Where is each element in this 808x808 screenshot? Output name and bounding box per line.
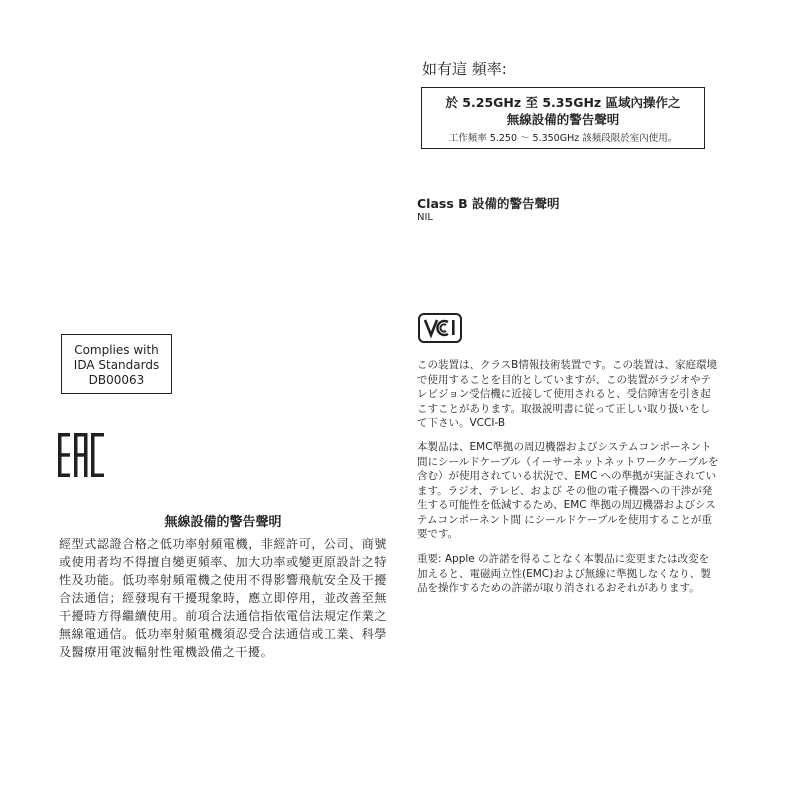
emc-statement: 本製品は、EMC準拠の周辺機器およびシステムコンポーネント間にシールドケーブル（イーサーネットネットワークケーブルを含む）が使用されている状況で、EMC への準拠が実証されています。ラジオ、テレビ、および その他の電子機器への干渉が発生する可能性を低減するため、EMC 準拠の周辺機器およびシステムコンポーネント間 にシールドケーブルを使用することが重要です。	[417, 441, 719, 540]
frequency-box-line3: 工作頻率 5.250 ～ 5.350GHz 該頻段限於室內使用。	[448, 133, 678, 144]
important-notice: 重要: Apple の許諾を得ることなく本製品に変更または改変を加えると、電磁両立性(EMC)および無線に準拠しなくなり、製品を操作するための許諾が取り消されるおそれがあります。	[417, 553, 711, 594]
class-b-value: NIL	[417, 212, 434, 223]
frequency-heading: 如有這 頻率:	[422, 60, 507, 78]
frequency-warning-box	[421, 87, 705, 149]
taiwan-wireless-heading: 無線設備的警告聲明	[164, 515, 282, 530]
vcci-logo-icon	[418, 313, 462, 343]
frequency-box-line1: 於 5.25GHz 至 5.35GHz 區域內操作之	[445, 95, 681, 110]
frequency-box-line2: 無線設備的警告聲明	[506, 112, 620, 127]
ida-line2: IDA Standards	[73, 358, 160, 372]
ida-compliance-box	[61, 334, 172, 394]
ida-line1: Complies with	[74, 343, 159, 357]
class-b-heading: Class B 設備的警告聲明	[417, 196, 560, 211]
eac-logo-icon	[58, 433, 104, 477]
ida-line3: DB00063	[88, 373, 145, 387]
taiwan-wireless-statement: 經型式認證合格之低功率射頻電機，非經許可，公司、商號或使用者均不得擅自變更頻率、加大功率或變更原設計之特性及功能。低功率射頻電機之使用不得影響飛航安全及干擾合法通信；經發現有干擾現象時，應立即停用，並改善至無干擾時方得繼續使用。前項合法通信指依電信法規定作業之無線電通信。低功率射頻電機須忍受合法通信或工業、科學及醫療用電波輻射性電機設備之干擾。	[59, 537, 387, 659]
vcci-statement: この装置は、クラスB情報技術装置です。この装置は、家庭環境で使用することを目的としていますが、この装置がラジオやテレビジョン受信機に近接して使用されると、受信障害を引き起こすことがあります。取扱説明書に従って正しい取り扱いをして下さい。VCCI-B	[417, 359, 718, 429]
